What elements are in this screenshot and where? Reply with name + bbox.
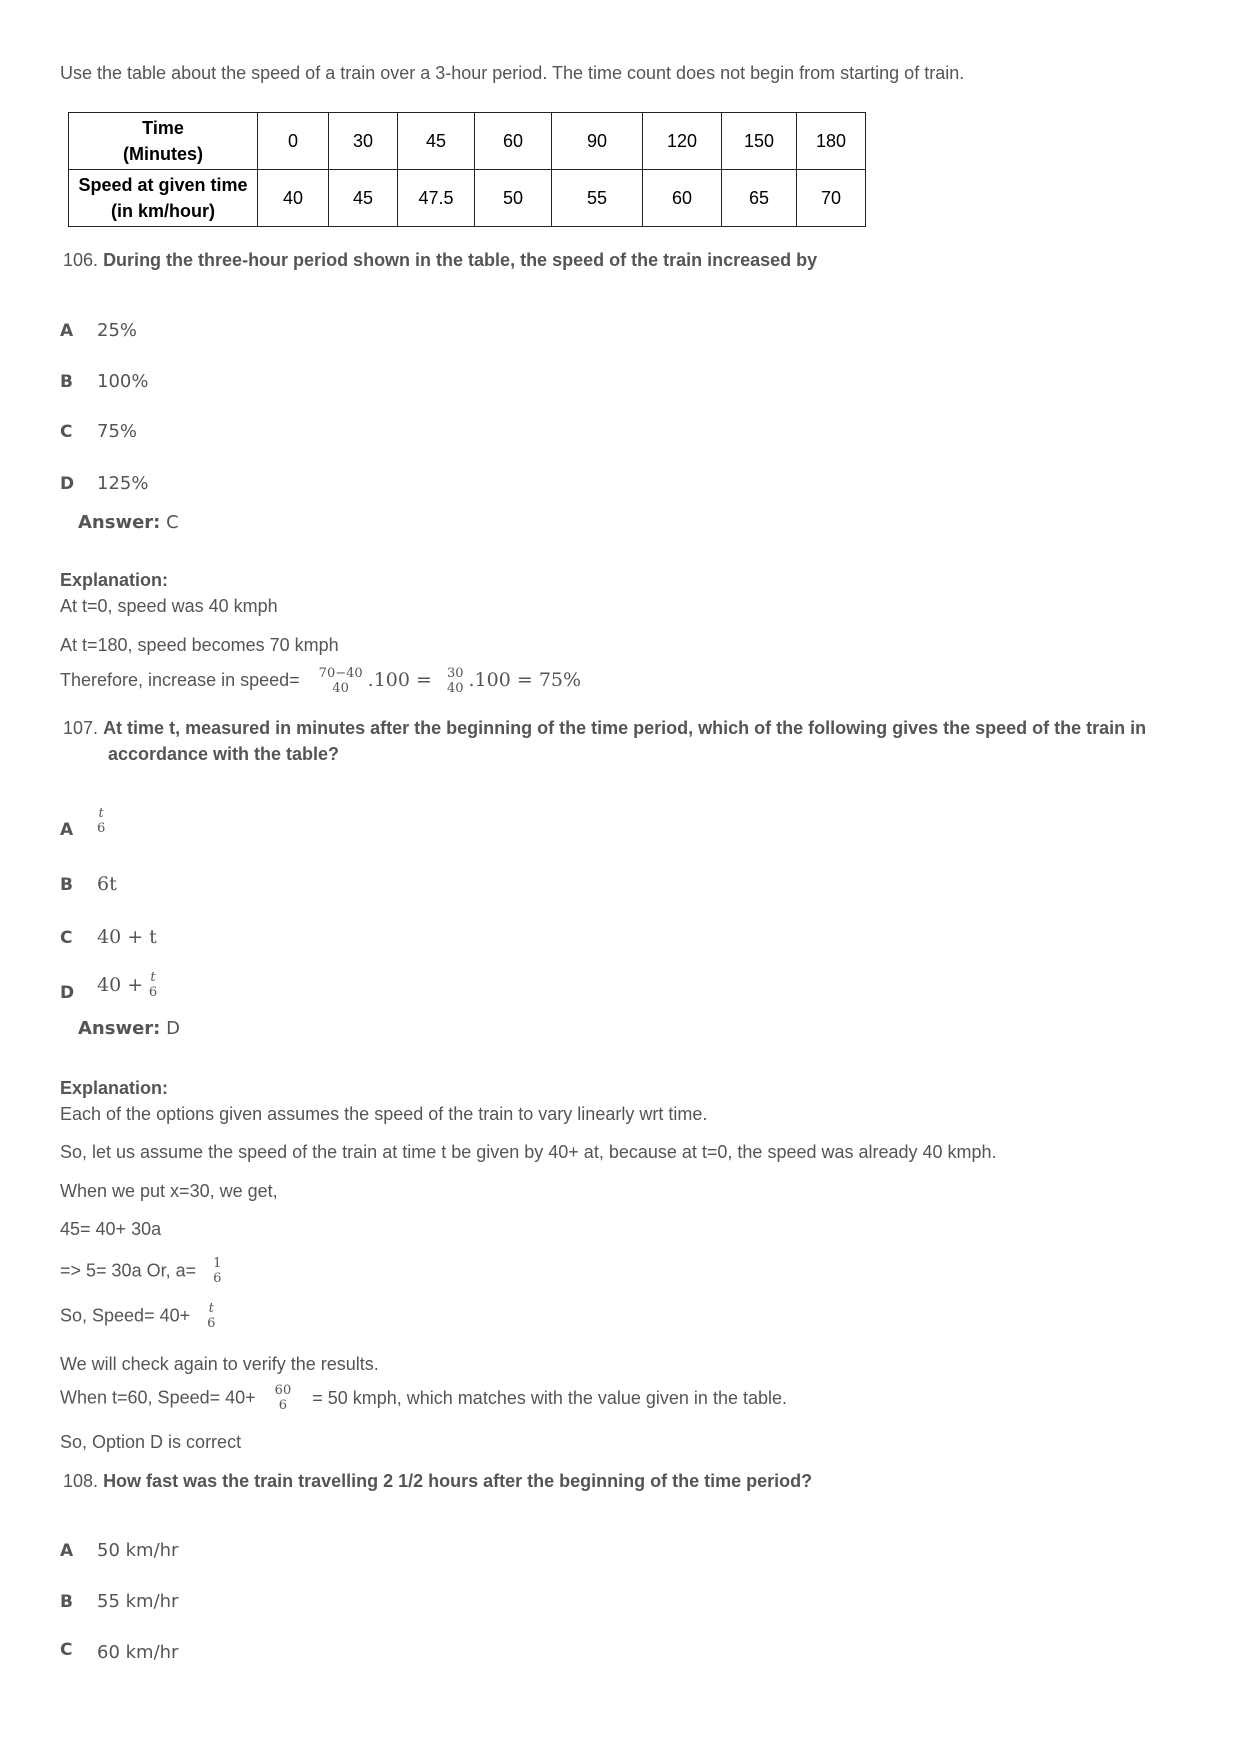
fraction xyxy=(207,1301,215,1331)
option-letter: C xyxy=(60,1640,73,1660)
question-108 xyxy=(63,1471,812,1492)
table-cell: 60 xyxy=(643,170,722,227)
option-letter: C xyxy=(60,422,73,442)
answer-label: Answer: xyxy=(78,512,161,533)
formula-prefix: Therefore, increase in speed= xyxy=(60,669,300,690)
fraction-numerator: t xyxy=(208,1301,214,1316)
explanation-line: Each of the options given assumes the speed of the train to vary linearly wrt time. xyxy=(60,1104,708,1124)
question-number: 106. xyxy=(63,250,99,270)
question-text: accordance with the table? xyxy=(108,744,340,764)
fraction-numerator: 60 xyxy=(274,1383,292,1398)
option-letter: A xyxy=(60,1541,74,1561)
answer-106 xyxy=(78,512,179,533)
table-cell: 70 xyxy=(797,170,866,227)
explanation-line: At t=0, speed was 40 kmph xyxy=(60,596,278,616)
explanation-line: We will check again to verify the results. xyxy=(60,1354,379,1374)
fraction xyxy=(213,1256,221,1286)
table-header-speed-line1: Speed at given time xyxy=(78,175,248,195)
table-cell: 40 xyxy=(258,170,329,227)
question-number: 108. xyxy=(63,1471,99,1491)
option-a-text[interactable]: 50 km/hr xyxy=(97,1540,179,1561)
option-c-text[interactable]: 75% xyxy=(97,421,138,442)
fraction-denominator: 6 xyxy=(97,821,106,836)
question-number: 107. xyxy=(63,718,99,738)
line-suffix: = 50 kmph, which matches with the value given in the table. xyxy=(312,1387,788,1408)
fraction xyxy=(319,666,363,696)
table-cell: 150 xyxy=(722,113,797,170)
option-b-text[interactable]: 100% xyxy=(97,371,149,392)
explanation-line: At t=180, speed becomes 70 kmph xyxy=(60,635,339,655)
table-cell: 55 xyxy=(552,170,643,227)
line-prefix: => 5= 30a Or, a= xyxy=(60,1260,197,1281)
formula-mid: .100 = xyxy=(367,668,432,691)
table-cell: 180 xyxy=(797,113,866,170)
option-letter: B xyxy=(60,1592,73,1612)
line-prefix: So, Speed= 40+ xyxy=(60,1305,191,1326)
explanation-heading: Explanation: xyxy=(60,1078,169,1098)
explanation-line: So, let us assume the speed of the train at time t be given by 40+ at, because at t=0, the speed was already 40 kmph. xyxy=(60,1142,997,1162)
table-cell: 50 xyxy=(475,170,552,227)
option-letter: D xyxy=(60,983,75,1003)
question-107-line2 xyxy=(108,744,339,765)
intro-text: Use the table about the speed of a train over a 3-hour period. The time count does not begin from starting of train. xyxy=(60,63,965,83)
explanation-line: 45= 40+ 30a xyxy=(60,1219,162,1239)
option-letter: C xyxy=(60,928,73,948)
fraction-numerator: 70−40 xyxy=(318,666,363,681)
option-a-text[interactable] xyxy=(97,806,105,836)
explanation-line: So, Option D is correct xyxy=(60,1432,242,1452)
option-d-text[interactable] xyxy=(97,970,157,1000)
fraction-denominator: 6 xyxy=(213,1271,222,1286)
answer-value: D xyxy=(166,1018,180,1039)
table-header-time xyxy=(69,113,258,170)
fraction xyxy=(97,806,105,836)
table-row xyxy=(69,170,866,227)
question-106 xyxy=(63,250,817,271)
option-a-text[interactable]: 25% xyxy=(97,320,138,341)
fraction-denominator: 6 xyxy=(207,1316,216,1331)
table-cell: 45 xyxy=(398,113,475,170)
fraction-denominator: 40 xyxy=(332,681,349,696)
answer-107 xyxy=(78,1018,180,1039)
question-107 xyxy=(63,718,1146,739)
fraction-denominator: 6 xyxy=(278,1398,288,1413)
fraction xyxy=(149,970,157,1000)
formula-result: .100 = 75% xyxy=(468,668,582,691)
explanation-line-fraction xyxy=(60,1256,221,1286)
table-row xyxy=(69,113,866,170)
table-cell: 90 xyxy=(552,113,643,170)
fraction-denominator: 40 xyxy=(446,681,464,696)
option-letter: A xyxy=(60,820,74,840)
option-prefix: 40 + xyxy=(97,974,144,996)
explanation-line-fraction xyxy=(60,1301,215,1331)
speed-table xyxy=(68,112,866,227)
fraction-numerator: t xyxy=(98,806,104,821)
line-prefix: When t=60, Speed= 40+ xyxy=(60,1387,256,1408)
option-letter: A xyxy=(60,321,74,341)
table-header-speed xyxy=(69,170,258,227)
fraction-denominator: 6 xyxy=(148,985,158,1000)
explanation-line: When we put x=30, we get, xyxy=(60,1181,278,1201)
question-text: At time t, measured in minutes after the beginning of the time period, which of the following gives the speed of the train in xyxy=(103,718,1147,738)
option-c-text[interactable]: 40 + t xyxy=(97,926,157,948)
option-letter: D xyxy=(60,474,75,494)
table-header-time-line1: Time xyxy=(142,118,184,138)
table-header-speed-line2: (in km/hour) xyxy=(111,201,215,221)
option-b-text[interactable]: 55 km/hr xyxy=(97,1591,179,1612)
explanation-formula-106 xyxy=(60,666,581,696)
table-cell: 120 xyxy=(643,113,722,170)
option-b-text[interactable]: 6t xyxy=(97,873,117,895)
table-header-time-line2: (Minutes) xyxy=(123,144,203,164)
table-cell: 0 xyxy=(258,113,329,170)
fraction xyxy=(447,666,464,696)
fraction-numerator: 30 xyxy=(446,666,464,681)
option-d-text[interactable]: 125% xyxy=(97,473,149,494)
table-cell: 47.5 xyxy=(398,170,475,227)
answer-value: C xyxy=(166,512,179,533)
explanation-heading: Explanation: xyxy=(60,570,169,590)
option-letter: B xyxy=(60,875,73,895)
table-cell: 65 xyxy=(722,170,797,227)
fraction xyxy=(275,1383,292,1413)
table-cell: 45 xyxy=(329,170,398,227)
question-text: How fast was the train travelling 2 1/2 hours after the beginning of the time period? xyxy=(103,1471,813,1491)
table-cell: 30 xyxy=(329,113,398,170)
question-text: During the three-hour period shown in the table, the speed of the train increased by xyxy=(103,250,818,270)
option-letter: B xyxy=(60,372,73,392)
fraction-numerator: 1 xyxy=(213,1256,222,1271)
answer-label: Answer: xyxy=(78,1018,161,1039)
fraction-numerator: t xyxy=(150,970,156,985)
explanation-line-fraction xyxy=(60,1383,787,1413)
option-c-text[interactable]: 60 km/hr xyxy=(97,1642,179,1663)
table-cell: 60 xyxy=(475,113,552,170)
